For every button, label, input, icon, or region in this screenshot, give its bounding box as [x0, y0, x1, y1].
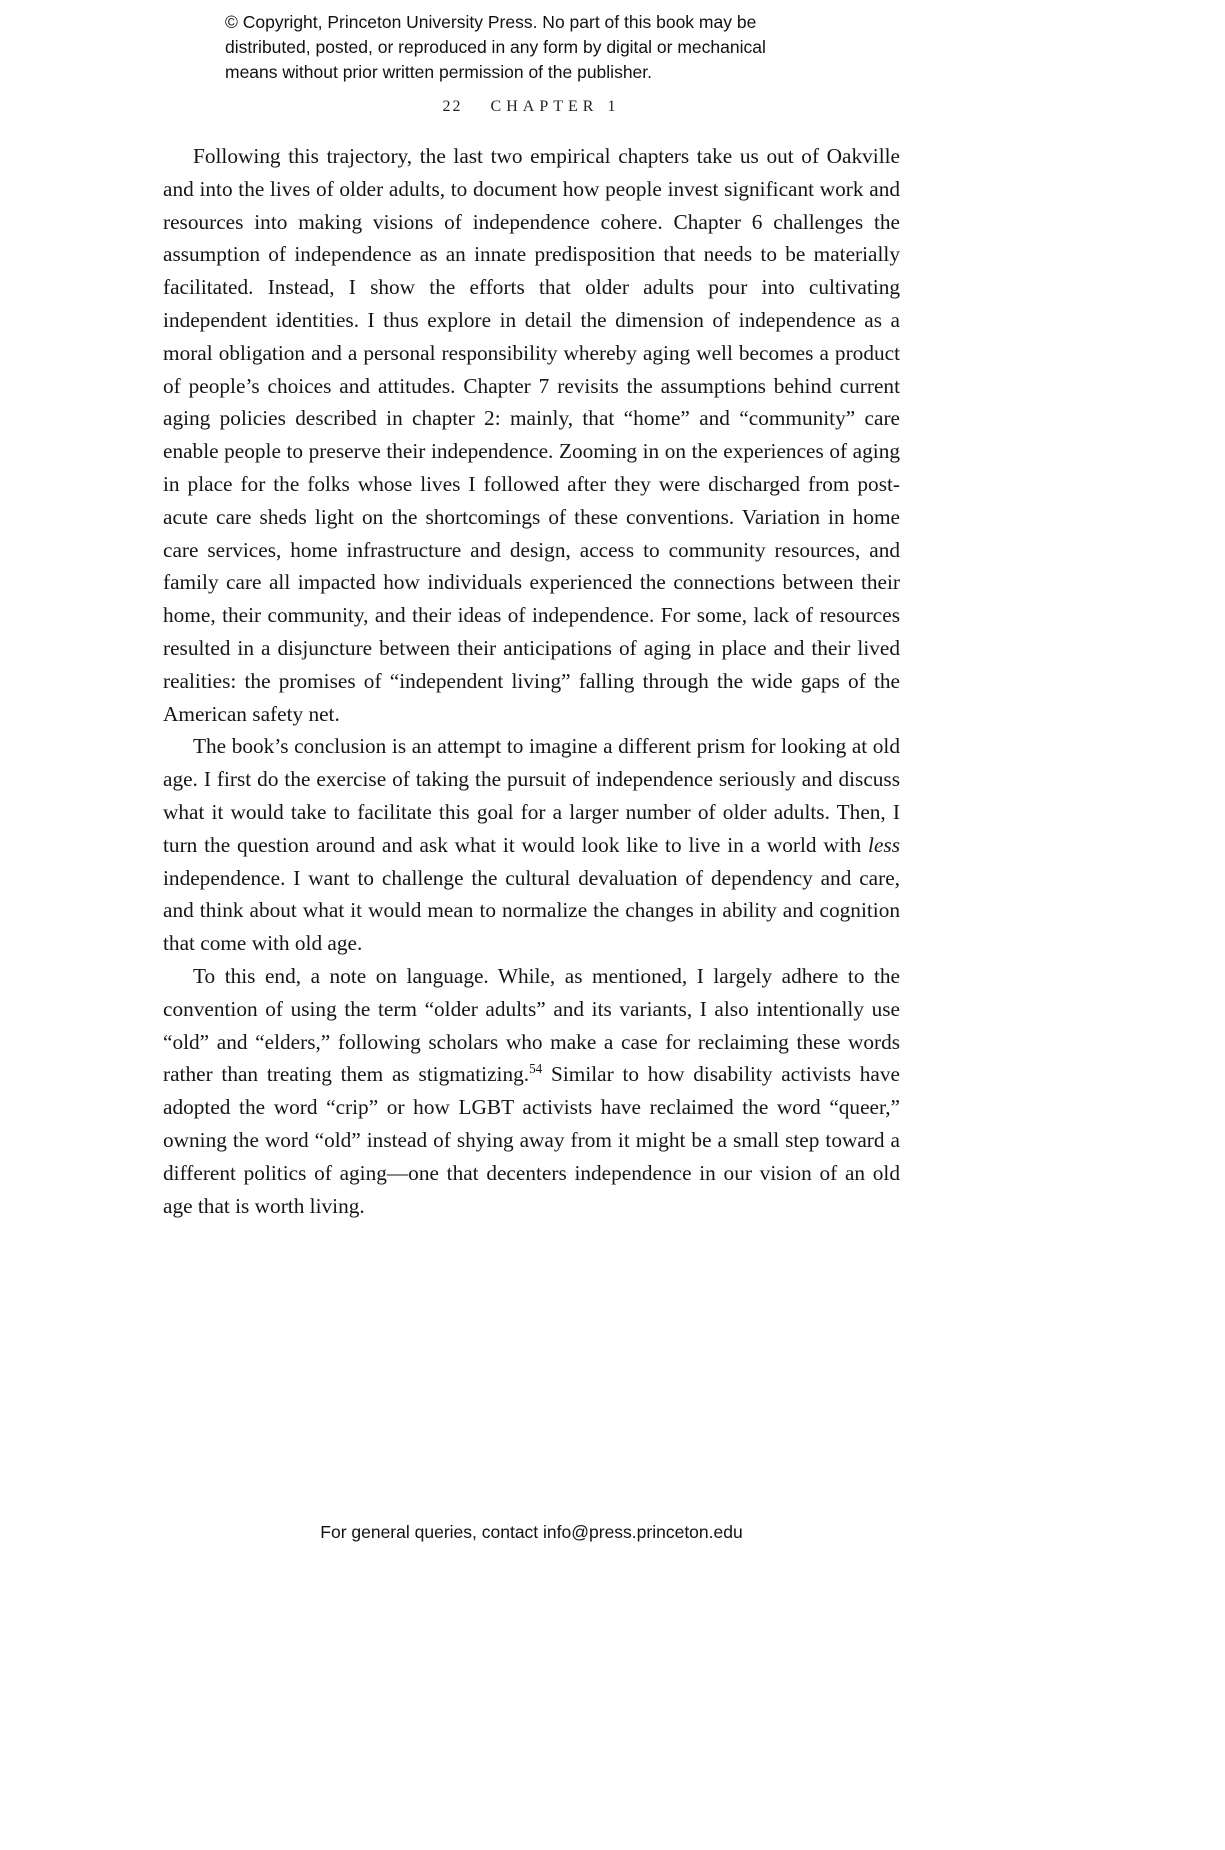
page-header	[163, 98, 900, 116]
paragraph: Following this trajectory, the last two empirical chapters take us out of Oakville and into the lives of older adults, to document how people invest significant work and resources into making visions of independence cohere. Chapter 6 challenges the assumption of independence as an innate predisposition that needs to be materially facilitated. Instead, I show the efforts that older adults pour into cultivating independent identities. I thus explore in detail the dimension of independence as a moral obligation and a personal responsibility whereby aging well becomes a product of people’s choices and attitudes. Chapter 7 revisits the assumptions behind current aging policies described in chapter 2: mainly, that “home” and “community” care enable people to preserve their independence. Zooming in on the experiences of aging in place for the folks whose lives I followed after they were discharged from post-acute care sheds light on the shortcomings of these conventions. Variation in home care services, home infrastructure and design, access to community resources, and family care all impacted how individuals experienced the connections between their home, their community, and their ideas of independence. For some, lack of resources resulted in a disjuncture between their anticipations of aging in place and their lived realities: the promises of “independent living” falling through the wide gaps of the American safety net.	[163, 144, 900, 726]
page-number: 22	[442, 98, 463, 115]
italic-word: less	[868, 832, 900, 857]
copyright-line: means without prior written permission of the publisher.	[225, 62, 653, 82]
paragraph-text: independence. I want to challenge the cultural devaluation of dependency and care, and think about what it would mean to normalize the changes in ability and cognition that come with old age.	[163, 865, 900, 956]
running-head: CHAPTER 1	[490, 98, 621, 115]
paragraph-text: To this end, a note on language. While, as mentioned, I largely adhere to the convention of using the term “older adults” and its variants, I also intentionally use “old” and “elders,” following scholars who make a case for reclaiming these words rather than treating them as stigmatizing.	[163, 963, 900, 1087]
copyright-notice	[225, 10, 766, 85]
copyright-line: © Copyright, Princeton University Press. No part of this book may be	[225, 12, 757, 32]
copyright-line: distributed, posted, or reproduced in any form by digital or mechanical	[225, 37, 766, 57]
paragraph	[163, 960, 900, 1222]
footnote-reference: 54	[529, 1061, 543, 1077]
paragraph-text: Similar to how disability activists have adopted the word “crip” or how LGBT activists have reclaimed the word “queer,” owning the word “old” instead of shying away from it might be a small step toward a different politics of aging—one that decenters independence in our vision of an old age that is worth living.	[163, 1062, 900, 1218]
paragraph	[163, 730, 900, 960]
paragraph-text: The book’s conclusion is an attempt to imagine a different prism for looking at old age. I first do the exercise of taking the pursuit of independence seriously and discuss what it would take to facilitate this goal for a larger number of older adults. Then, I turn the question around and ask what it would look like to live in a world with	[163, 734, 900, 857]
body-text	[163, 140, 900, 1222]
footer-text: For general queries, contact info@press.princeton.edu	[320, 1522, 743, 1542]
